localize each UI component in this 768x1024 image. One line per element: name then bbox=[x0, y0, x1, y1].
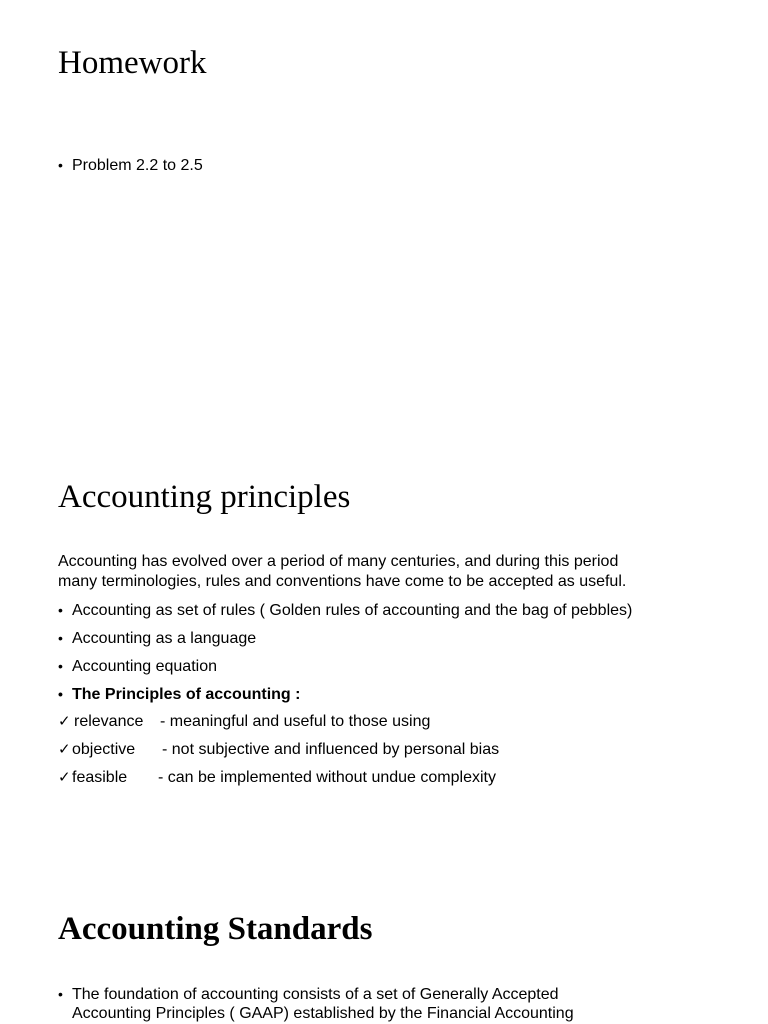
check-item bbox=[58, 768, 496, 788]
list-item bbox=[58, 600, 632, 621]
list-item-text: The foundation of accounting consists of a set of Generally Accepted bbox=[72, 986, 559, 1003]
checkmark-icon: ✓ bbox=[58, 713, 71, 730]
check-term: relevance bbox=[74, 713, 144, 730]
list-item-text: Accounting as set of rules ( Golden rules of accounting and the bag of pebbles) bbox=[72, 602, 633, 619]
slide-accounting-standards bbox=[0, 860, 768, 1024]
bullet-icon: • bbox=[58, 630, 63, 646]
check-description: - meaningful and useful to those using bbox=[160, 713, 431, 730]
slide-title: Accounting principles bbox=[58, 479, 351, 515]
list-item bbox=[58, 628, 256, 649]
bullet-icon: • bbox=[58, 686, 63, 702]
intro-paragraph-line: many terminologies, rules and conventions have come to be accepted as useful. bbox=[58, 573, 627, 590]
check-item bbox=[58, 740, 499, 760]
bullet-icon: • bbox=[58, 602, 63, 618]
list-item-text: Accounting as a language bbox=[72, 630, 257, 647]
checkmark-icon: ✓ bbox=[58, 769, 71, 786]
checkmark-icon: ✓ bbox=[58, 741, 71, 758]
slide-title: Accounting Standards bbox=[58, 911, 373, 947]
list-item-continuation: Accounting Principles ( GAAP) established by the Financial Accounting bbox=[72, 1005, 574, 1022]
bullet-icon: • bbox=[58, 658, 63, 674]
list-item-text: Accounting equation bbox=[72, 658, 217, 675]
slide-title: Homework bbox=[58, 45, 207, 81]
slide-accounting-principles bbox=[0, 420, 768, 860]
bullet-icon: • bbox=[58, 157, 63, 173]
intro-paragraph-line: Accounting has evolved over a period of many centuries, and during this period bbox=[58, 553, 619, 570]
check-description: - not subjective and influenced by personal bias bbox=[162, 741, 500, 758]
check-term: feasible bbox=[72, 769, 128, 786]
list-item bbox=[58, 656, 217, 677]
check-description: - can be implemented without undue complexity bbox=[158, 769, 496, 786]
bullet-icon: • bbox=[58, 986, 63, 1002]
list-item-text: Problem 2.2 to 2.5 bbox=[72, 157, 203, 174]
list-item bbox=[58, 684, 300, 705]
list-item bbox=[58, 155, 203, 176]
list-item bbox=[58, 984, 559, 1005]
check-term: objective bbox=[72, 741, 136, 758]
check-item bbox=[58, 712, 430, 732]
slide-homework bbox=[0, 0, 768, 420]
list-item-text: The Principles of accounting : bbox=[72, 686, 301, 703]
